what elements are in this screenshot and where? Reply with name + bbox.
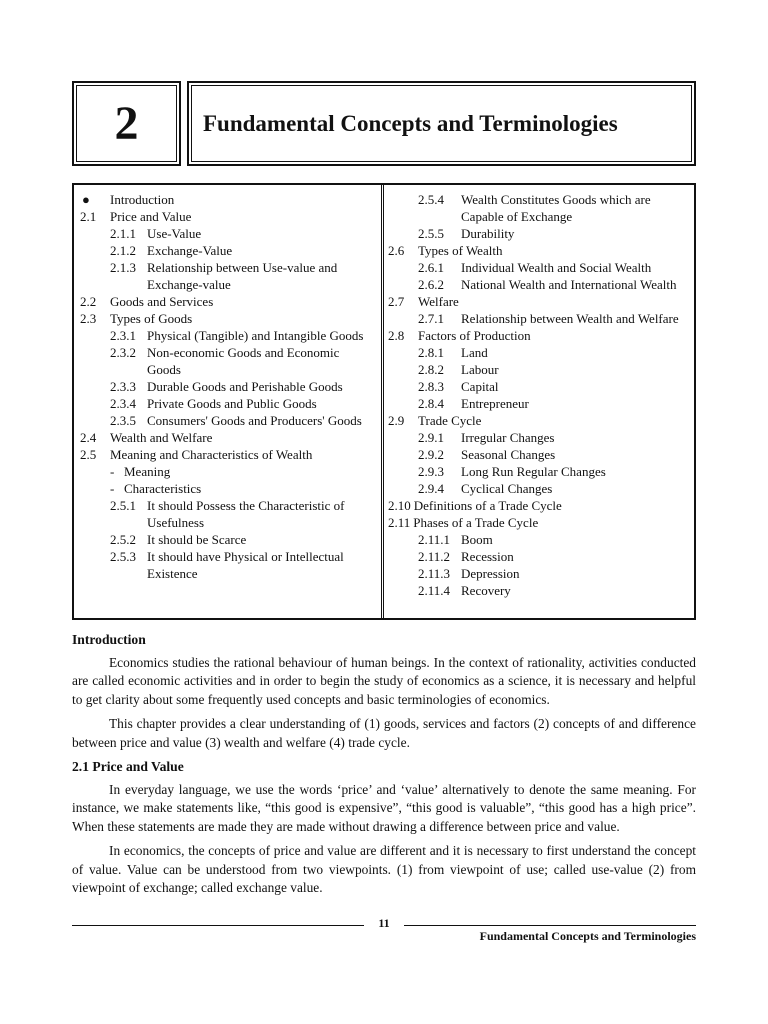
toc-entry [80,259,376,293]
toc-entry [80,344,376,378]
toc-entry [80,310,376,327]
chapter-number: 2 [72,81,181,166]
toc-divider [381,185,384,618]
toc-entry-title: Irregular Changes [461,430,555,445]
toc-entry [388,327,692,344]
toc-entry [388,497,692,514]
toc-entry [388,191,692,225]
running-footer-title: Fundamental Concepts and Terminologies [479,929,696,943]
toc-entry [80,497,376,531]
toc-entry-number: 2.9 [388,413,405,428]
toc-entry-title: Characteristics [124,481,202,496]
toc-entry [80,480,376,497]
toc-entry-title: Relationship between Use-value and Exchange-value [147,260,338,292]
chapter-title: Fundamental Concepts and Terminologies [187,81,696,166]
toc-entry-title: Durable Goods and Perishable Goods [147,379,343,394]
toc-entry [388,361,692,378]
toc-entry-number: 2.6 [388,243,405,258]
toc-entry-title: Capital [461,379,499,394]
toc-left-column [80,191,376,582]
paragraph: Economics studies the rational behaviour of human beings. In the context of rationality, activities conducted are called economic activities and in order to begin the study of economics as a science, it is necessary and helpful to get clarity about some frequently used concepts and basic terminologies of economics. [72,654,696,707]
toc-entry-title: Wealth and Welfare [110,430,213,445]
toc-entry-number: 2.11 [388,515,411,530]
toc-entry [388,276,692,293]
section-heading-introduction: Introduction [72,632,146,647]
toc-entry [80,378,376,395]
toc-entry-number: 2.9.1 [418,430,444,445]
toc-entry-number: 2.11.3 [418,566,451,581]
toc-entry-number: 2.7 [388,294,405,309]
toc-entry-number: 2.5.5 [418,226,444,241]
toc-entry-title: Definitions of a Trade Cycle [413,498,562,513]
toc-entry-title: Welfare [418,294,459,309]
toc-entry-number: 2.3.5 [110,413,136,428]
toc-entry-title: Depression [461,566,520,581]
toc-entry [80,429,376,446]
toc-entry [388,412,692,429]
toc-entry [80,446,376,463]
toc-entry-number: ● [82,192,90,207]
toc-entry-title: Introduction [110,192,175,207]
toc-entry-title: Land [461,345,488,360]
toc-entry-number: 2.1.2 [110,243,136,258]
toc-entry-title: Meaning and Characteristics of Wealth [110,447,313,462]
toc-entry-title: Factors of Production [418,328,531,343]
toc-entry [388,242,692,259]
toc-entry-title: Cyclical Changes [461,481,553,496]
toc-entry-title: Use-Value [147,226,202,241]
toc-entry-title: Trade Cycle [418,413,482,428]
toc-entry [388,293,692,310]
toc-entry-number: 2.5 [80,447,97,462]
toc-entry [388,259,692,276]
toc-entry-title: Types of Wealth [418,243,503,258]
toc-entry [388,310,692,327]
toc-entry-number: 2.4 [80,430,97,445]
toc-entry-number: 2.5.3 [110,549,136,564]
toc-entry-number: 2.9.3 [418,464,444,479]
toc-entry-number: 2.8.3 [418,379,444,394]
toc-entry-number: 2.1.1 [110,226,136,241]
paragraph: In everyday language, we use the words ‘price’ and ‘value’ alternatively to denote the same meaning. For instance, we make statements like, “this good is expensive”, “this good is valuable”, “this good has a high price”. When these statements are made they are made without drawing a difference between price and value. [72,781,696,834]
toc-entry [80,191,376,208]
toc-entry-number: - [110,481,115,496]
toc-entry-number: 2.5.2 [110,532,136,547]
toc-entry-title: Seasonal Changes [461,447,556,462]
toc-entry [388,429,692,446]
toc-entry-number: 2.7.1 [418,311,444,326]
toc-entry-title: It should have Physical or Intellectual Existence [147,549,344,581]
toc-entry-title: Goods and Services [110,294,214,309]
toc-entry-number: 2.3 [80,311,97,326]
toc-entry [388,463,692,480]
toc-entry [80,395,376,412]
toc-entry [80,225,376,242]
toc-entry-number: 2.11.4 [418,583,451,598]
toc-entry-title: It should be Scarce [147,532,247,547]
footer-rule-right [404,925,696,926]
toc-entry [388,531,692,548]
toc-entry-title: Wealth Constitutes Goods which are Capable of Exchange [461,192,651,224]
toc-entry-title: Entrepreneur [461,396,529,411]
toc-entry-title: Phases of a Trade Cycle [413,515,539,530]
table-of-contents [72,183,696,620]
toc-entry-number: 2.1.3 [110,260,136,275]
toc-entry-title: Boom [461,532,493,547]
toc-entry [388,514,692,531]
toc-entry [80,242,376,259]
toc-entry-number: 2.8.1 [418,345,444,360]
toc-entry [388,480,692,497]
toc-entry [388,582,692,599]
toc-entry-title: Labour [461,362,499,377]
toc-entry-number: 2.8 [388,328,405,343]
paragraph: This chapter provides a clear understanding of (1) goods, services and factors (2) concepts of and difference between price and value (3) wealth and welfare (4) trade cycle. [72,716,696,750]
toc-entry-number: 2.1 [80,209,97,224]
toc-entry-title: Price and Value [110,209,192,224]
toc-entry-title: Recovery [461,583,511,598]
toc-entry-number: 2.9.4 [418,481,444,496]
toc-entry-number: 2.6.1 [418,260,444,275]
toc-entry [388,548,692,565]
toc-entry-title: Non-economic Goods and Economic Goods [147,345,340,377]
toc-entry [80,293,376,310]
toc-entry-title: Meaning [124,464,171,479]
toc-entry-title: Individual Wealth and Social Wealth [461,260,652,275]
section-heading-price-and-value: 2.1 Price and Value [72,759,184,774]
toc-entry-number: 2.11.1 [418,532,451,547]
footer-rule-left [72,925,364,926]
toc-entry-number: 2.3.3 [110,379,136,394]
paragraph: In economics, the concepts of price and value are different and it is necessary to first understand the concept of value. Value can be understood from two viewpoints. (1) from viewpoint of use; called use-value (2) from viewpoint of exchange; called exchange value. [72,843,696,895]
toc-entry [80,548,376,582]
toc-entry [80,463,376,480]
toc-entry [80,327,376,344]
toc-entry-number: 2.10 [388,498,411,513]
toc-entry-title: Consumers' Goods and Producers' Goods [147,413,362,428]
toc-entry-number: 2.5.1 [110,498,136,513]
toc-entry [388,225,692,242]
toc-entry-number: 2.8.2 [418,362,444,377]
toc-entry-number: - [110,464,115,479]
toc-entry-title: Recession [461,549,514,564]
toc-entry-title: Exchange-Value [147,243,233,258]
toc-right-column [388,191,692,599]
toc-entry [80,531,376,548]
toc-entry [388,565,692,582]
toc-entry-number: 2.11.2 [418,549,451,564]
toc-entry-title: Long Run Regular Changes [461,464,606,479]
toc-entry-number: 2.9.2 [418,447,444,462]
toc-entry-title: Types of Goods [110,311,193,326]
toc-entry-number: 2.2 [80,294,97,309]
toc-entry [80,412,376,429]
toc-entry [388,446,692,463]
page-number: 11 [378,916,390,930]
toc-entry-title: National Wealth and International Wealth [461,277,677,292]
toc-entry-title: Durability [461,226,515,241]
toc-entry-title: Physical (Tangible) and Intangible Goods [147,328,364,343]
toc-entry-number: 2.8.4 [418,396,444,411]
toc-entry-number: 2.5.4 [418,192,444,207]
toc-entry [80,208,376,225]
toc-entry-title: Private Goods and Public Goods [147,396,317,411]
toc-entry-number: 2.3.4 [110,396,136,411]
toc-entry [388,395,692,412]
chapter-body [72,627,696,904]
toc-entry [388,344,692,361]
toc-entry-number: 2.3.2 [110,345,136,360]
toc-entry-number: 2.3.1 [110,328,136,343]
toc-entry-title: It should Possess the Characteristic of Usefulness [147,498,345,530]
toc-entry [388,378,692,395]
toc-entry-title: Relationship between Wealth and Welfare [461,311,679,326]
toc-entry-number: 2.6.2 [418,277,444,292]
